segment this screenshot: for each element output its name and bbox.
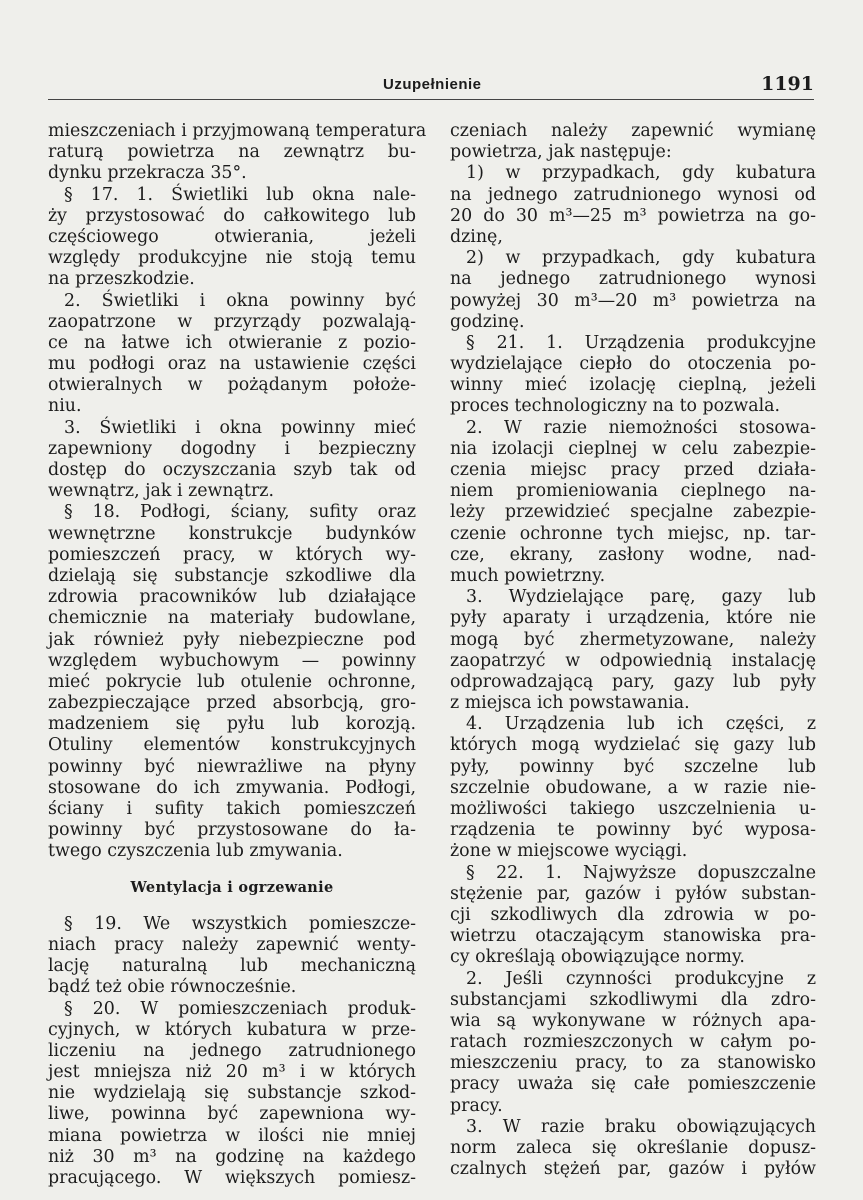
text-line: dzinę, xyxy=(450,226,503,247)
text-line: pomieszczeń pracy, w których wy- xyxy=(48,544,416,565)
text-line: Otuliny elementów konstrukcyjnych xyxy=(48,735,416,756)
text-line: stężenie par, gazów i pyłów substan- xyxy=(450,883,816,904)
text-line: powyżej 30 m³—20 m³ powietrza na xyxy=(450,290,816,311)
text-line: dostęp do oczyszczania szyb tak od xyxy=(48,460,416,480)
text-line: 2) w przypadkach, gdy kubatura xyxy=(466,248,816,269)
text-line: z miejsca ich powstawania. xyxy=(450,693,690,714)
text-line: odprowadzającą pary, gazy lub pyły xyxy=(450,671,816,692)
text-line: względy produkcyjne nie stoją temu xyxy=(48,248,416,269)
text-line: czenia miejsc pracy przed działa- xyxy=(450,460,816,480)
text-line: jak również pyły niebezpieczne pod xyxy=(48,629,416,650)
paragraph-20-continuation xyxy=(450,121,816,163)
list-item-2 xyxy=(450,248,816,333)
text-line: częściowego otwierania, jeżeli xyxy=(48,226,416,247)
paragraph-17-3 xyxy=(48,418,416,503)
text-line: wewnętrzne konstrukcje budynków xyxy=(48,523,416,544)
text-line: godzinę. xyxy=(450,311,525,332)
text-line: cze, ekrany, zasłony wodne, nad- xyxy=(450,544,816,565)
paragraph-22-1 xyxy=(450,863,816,969)
text-line: czeniach należy zapewnić wymianę xyxy=(450,121,816,141)
text-line: zaopatrzyć w odpowiednią instalację xyxy=(450,650,816,671)
text-line: niach pracy należy zapewnić wenty- xyxy=(48,934,416,955)
text-line: § 22. 1. Najwyższe dopuszczalne xyxy=(466,862,816,883)
paragraph-21-3 xyxy=(450,587,816,714)
paragraph-18 xyxy=(48,502,416,862)
text-line: pyły aparaty i urządzenia, które nie xyxy=(450,608,816,629)
text-line: mieszczeniu pracy, to za stanowisko xyxy=(450,1053,816,1074)
text-line: żone w miejscowe wyciągi. xyxy=(450,841,688,862)
text-line: niu. xyxy=(48,396,82,417)
text-line: pracy uważa się całe pomieszczenie xyxy=(450,1074,816,1095)
text-line: ściany i sufity takich pomieszczeń xyxy=(48,799,416,819)
text-line: na jednego zatrudnionego wynosi xyxy=(450,269,816,290)
text-line: cyjnych, w których kubatura w prze- xyxy=(48,1019,416,1040)
text-line: dynku przekracza 35°. xyxy=(48,163,247,184)
text-line: pracy. xyxy=(450,1095,503,1116)
header-rule xyxy=(48,99,814,100)
paragraph-17-2 xyxy=(48,291,416,418)
text-line: zdrowia pracowników lub działające xyxy=(48,587,416,608)
text-line: mieć pokrycie lub otulenie ochronne, xyxy=(48,671,416,692)
text-line: mu podłogi oraz na ustawienie części xyxy=(48,354,416,375)
text-line: niem promieniowania cieplnego na- xyxy=(450,481,816,502)
text-line: czalnych stężeń par, gazów i pyłów xyxy=(450,1159,816,1180)
paragraph-17-1 xyxy=(48,185,416,291)
text-line: 2. Jeśli czynności produkcyjne z xyxy=(466,968,816,989)
paragraph-19 xyxy=(48,914,416,999)
text-line: których mogą wydzielać się gazy lub xyxy=(450,735,816,756)
text-line: mogą być zhermetyzowane, należy xyxy=(450,629,816,650)
page-number: 1191 xyxy=(761,73,814,95)
text-line: ce na łatwe ich otwieranie z pozio- xyxy=(48,332,416,353)
text-line: winny mieć izolację cieplną, jeżeli xyxy=(450,375,816,396)
text-line: mieszczeniach i przyjmowaną temperatura xyxy=(48,121,427,141)
text-line: 2. W razie niemożności stosowa- xyxy=(466,417,816,438)
text-line: 3. W razie braku obowiązujących xyxy=(466,1116,816,1137)
text-line: norm zaleca się określanie dopusz- xyxy=(450,1138,816,1158)
text-line: proces technologiczny na to pozwala. xyxy=(450,396,781,417)
text-line: jest mniejsza niż 20 m³ i w których xyxy=(48,1062,416,1083)
text-line: ratach rozmieszczonych w całym po- xyxy=(450,1032,816,1053)
text-line: wietrzu otaczającym stanowiska pra- xyxy=(450,926,816,947)
text-line: na jednego zatrudnionego wynosi od xyxy=(450,184,816,205)
text-line: otwieralnych w pożądanym położe- xyxy=(48,375,416,396)
text-line: miana powietrza w ilości nie mniej xyxy=(48,1125,416,1146)
text-line: leży przewidzieć specjalne zabezpie- xyxy=(450,502,816,523)
paragraph-22-3 xyxy=(450,1117,816,1181)
text-line: substancjami szkodliwymi dla zdro- xyxy=(450,989,816,1010)
text-line: bądź też obie równocześnie. xyxy=(48,977,297,998)
text-line: 20 do 30 m³—25 m³ powietrza na go- xyxy=(450,205,816,226)
paragraph-20 xyxy=(48,999,416,1190)
text-line: zabezpieczające przed absorbcją, gro- xyxy=(48,693,416,714)
list-item-1 xyxy=(450,163,816,248)
text-line: pracującego. W większych pomiesz- xyxy=(48,1168,416,1189)
text-line: 4. Urządzenia lub ich części, z xyxy=(466,714,816,735)
paragraph-21-1 xyxy=(450,333,816,418)
section-title: Wentylacja i ogrzewanie xyxy=(130,878,334,896)
paragraph-22-2 xyxy=(450,969,816,1117)
text-line: nia izolacji cieplnej w celu zabezpie- xyxy=(450,438,816,459)
paragraph-continuation xyxy=(48,121,427,185)
text-line: wia są wykonywane w różnych apa- xyxy=(450,1010,816,1031)
text-line: względem wybuchowym — powinny xyxy=(48,650,416,671)
paragraph-21-4 xyxy=(450,714,816,862)
text-line: powietrza, jak następuje: xyxy=(450,142,672,163)
text-line: dzielają się substancje szkodliwe dla xyxy=(48,565,416,586)
text-line: rządzenia te powinny być wyposa- xyxy=(450,820,816,841)
text-line: liwe, powinna być zapewniona wy- xyxy=(48,1104,416,1125)
text-line: § 20. W pomieszczeniach produk- xyxy=(64,998,416,1019)
text-line: ży przystosować do całkowitego lub xyxy=(48,205,416,226)
text-line: 1) w przypadkach, gdy kubatura xyxy=(466,163,816,184)
text-line: twego czyszczenia lub zmywania. xyxy=(48,841,343,862)
text-line: much powietrzny. xyxy=(450,565,606,586)
text-line: nie wydzielają się substancje szkod- xyxy=(48,1083,416,1104)
text-line: lację naturalną lub mechaniczną xyxy=(48,956,416,977)
text-line: § 18. Podłogi, ściany, sufity oraz xyxy=(64,502,416,523)
left-column xyxy=(48,121,427,1189)
text-line: § 21. 1. Urządzenia produkcyjne xyxy=(466,332,816,353)
text-line: § 19. We wszystkich pomieszcze- xyxy=(64,913,416,934)
running-header xyxy=(48,73,814,100)
text-line: czenie ochronne tych miejsc, np. tar- xyxy=(450,523,816,544)
text-line: wydzielające ciepło do otoczenia po- xyxy=(450,354,816,375)
text-line: zapewniony dogodny i bezpieczny xyxy=(48,438,416,459)
text-line: stosowane do ich zmywania. Podłogi, xyxy=(48,777,416,798)
text-line: 3. Świetliki i okna powinny mieć xyxy=(64,417,416,438)
text-line: 3. Wydzielające parę, gazy lub xyxy=(466,587,816,608)
header-title: Uzupełnienie xyxy=(383,76,482,93)
text-line: szczelnie obudowane, a w razie nie- xyxy=(450,777,816,798)
text-line: niż 30 m³ na godzinę na każdego xyxy=(48,1146,416,1167)
text-line: madzeniem się pyłu lub korozją. xyxy=(48,714,416,735)
right-column xyxy=(450,121,816,1180)
text-line: 2. Świetliki i okna powinny być xyxy=(64,290,416,311)
text-line: wewnątrz, jak i zewnątrz. xyxy=(48,481,274,502)
text-line: chemicznie na materiały budowlane, xyxy=(48,608,416,629)
text-line: powinny być niewrażliwe na płyny xyxy=(48,756,416,777)
text-line: cy określają obowiązujące normy. xyxy=(450,947,745,968)
text-line: raturą powietrza na zewnątrz bu- xyxy=(48,142,416,163)
paragraph-21-2 xyxy=(450,418,816,588)
text-line: § 17. 1. Świetliki lub okna nale- xyxy=(64,184,416,205)
text-line: pyły, powinny być szczelne lub xyxy=(450,756,816,777)
text-line: zaopatrzone w przyrządy pozwalają- xyxy=(48,311,416,332)
text-line: na przeszkodzie. xyxy=(48,269,195,290)
text-line: liczeniu na jednego zatrudnionego xyxy=(48,1040,416,1061)
text-line: możliwości takiego uszczelnienia u- xyxy=(450,799,816,819)
text-line: cji szkodliwych dla zdrowia w po- xyxy=(450,904,816,925)
text-line: powinny być przystosowane do ła- xyxy=(48,820,416,841)
